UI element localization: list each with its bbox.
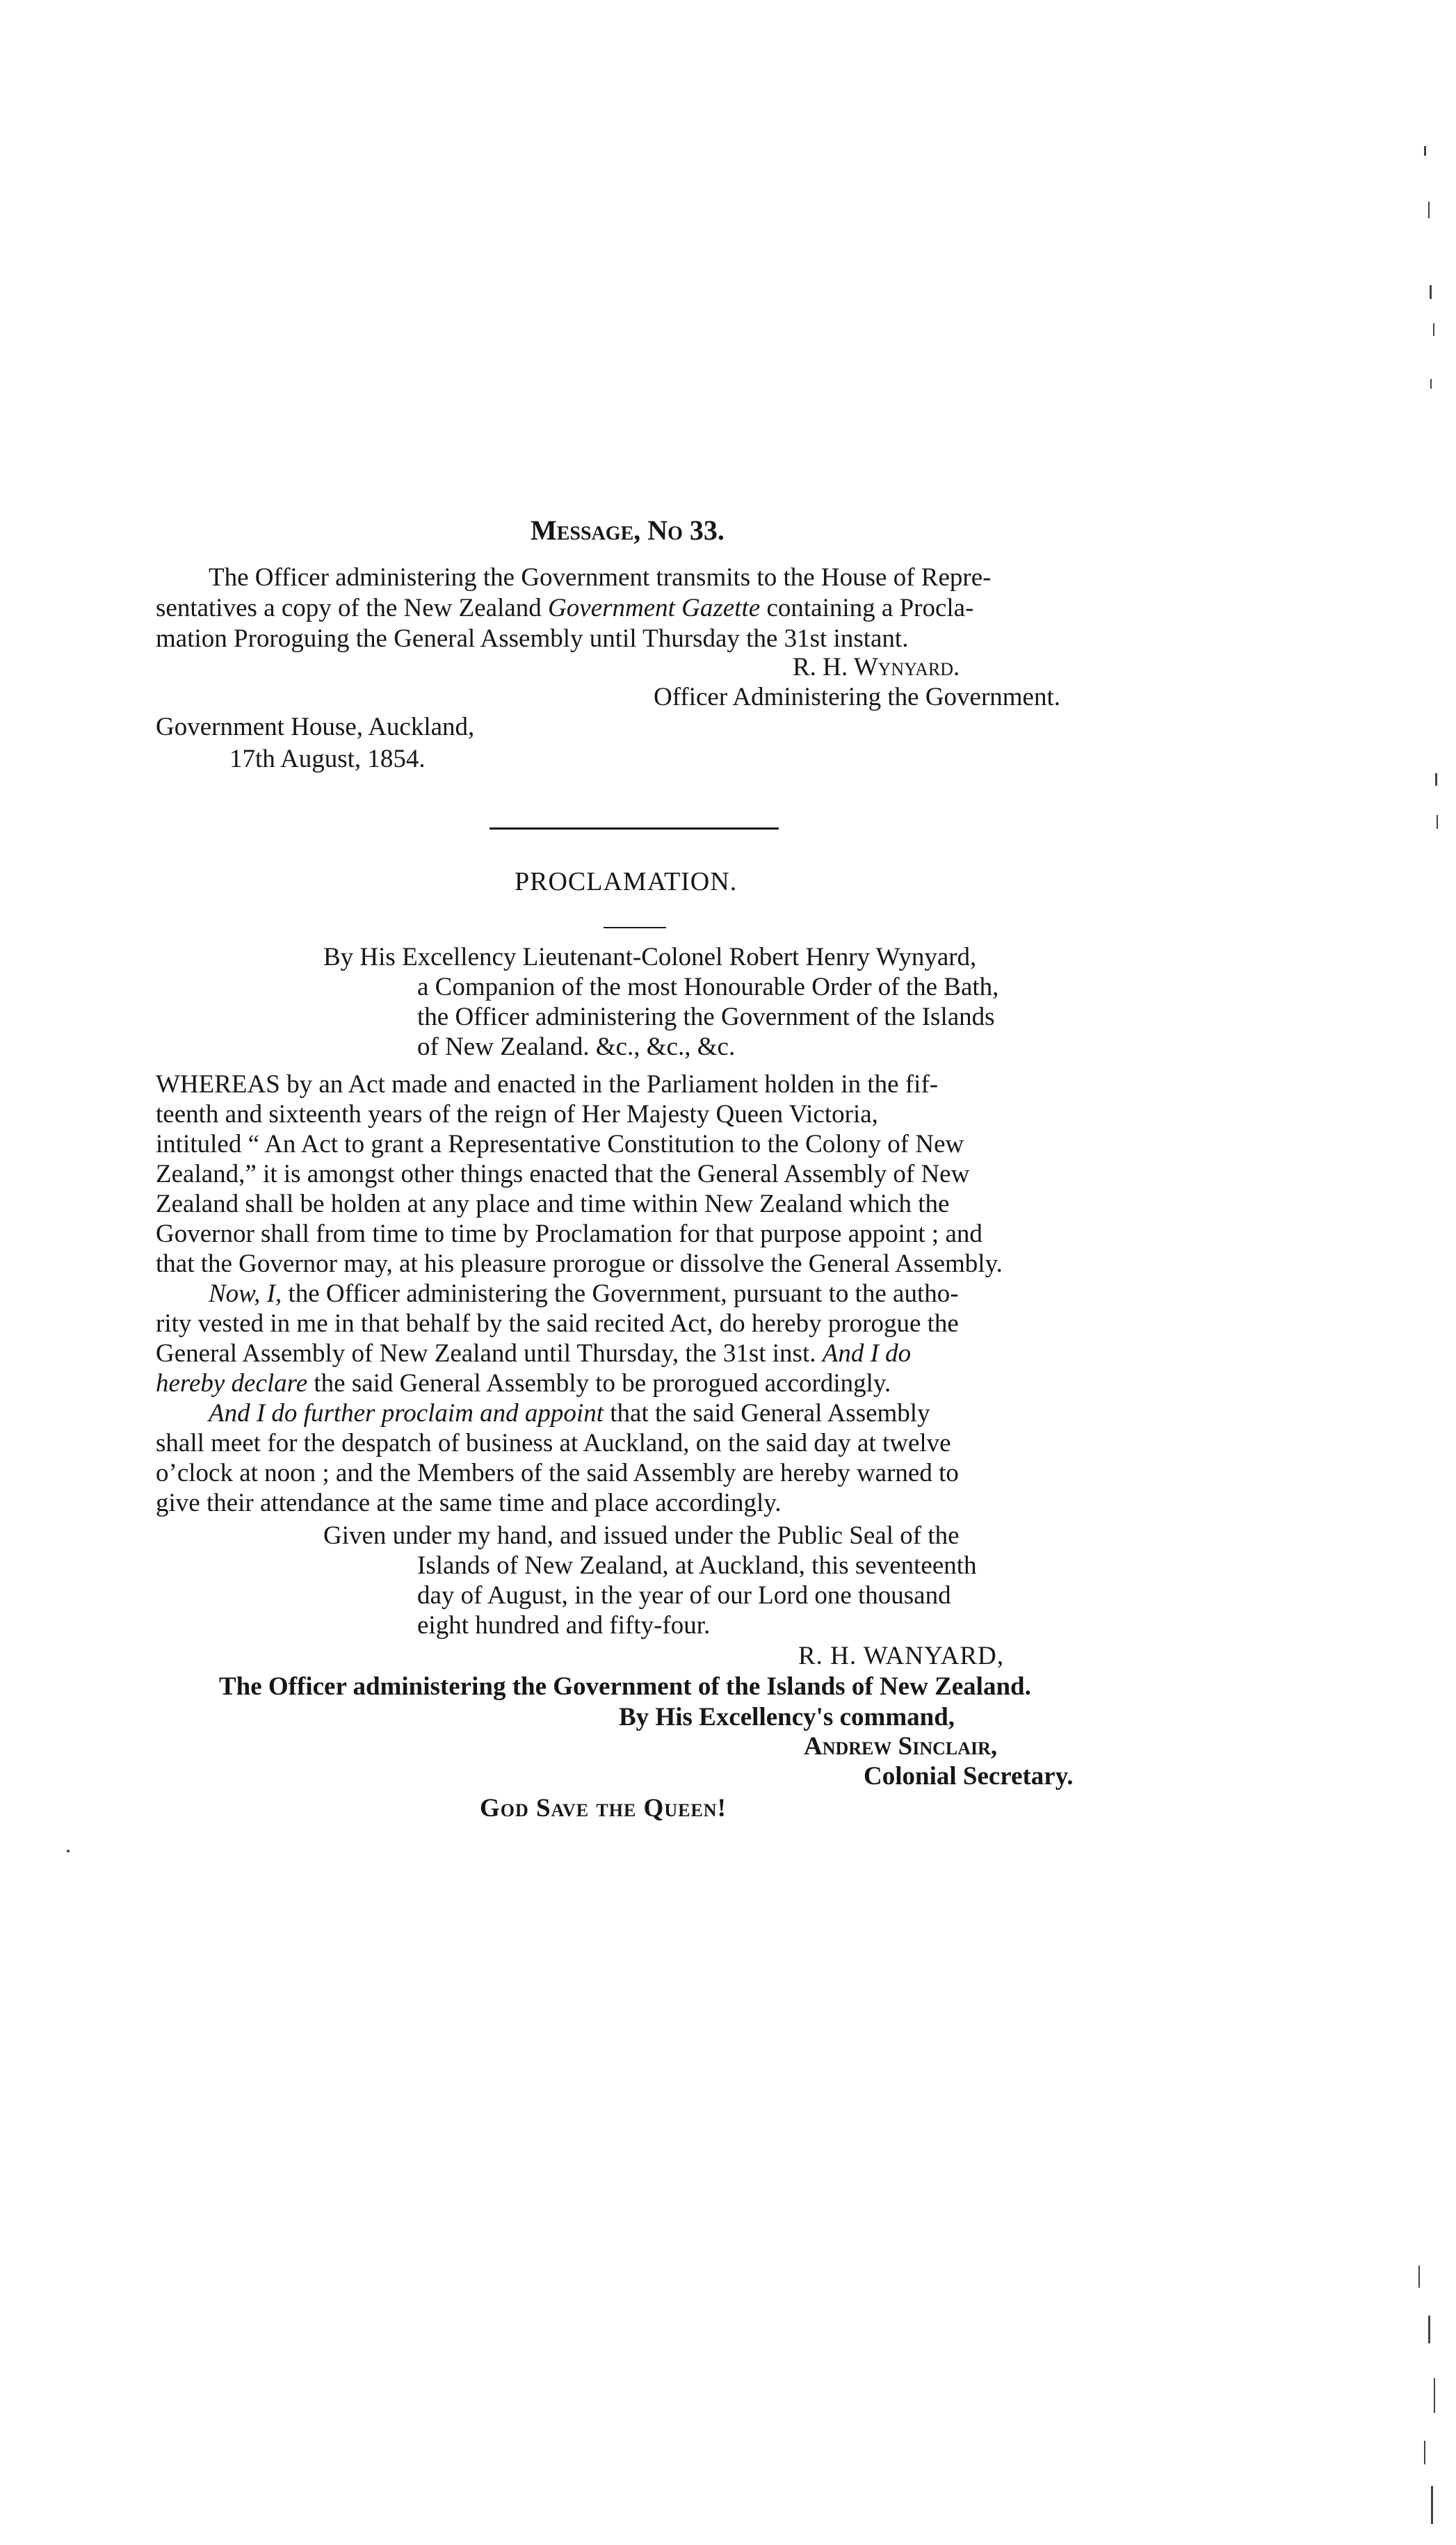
scan-speck [1434, 2378, 1435, 2413]
given-line-1: Given under my hand, and issued under the Public Seal of the [323, 1521, 960, 1550]
body-line-15: give their attendance at the same time and place accordingly. [156, 1489, 782, 1517]
scan-speck [1424, 2441, 1425, 2464]
body-line-13: shall meet for the despatch of business at Auckland, on the said day at twelve [156, 1429, 951, 1457]
message-signer: R. H. Wynyard. [793, 653, 960, 681]
message-signer-title: Officer Administering the Government. [654, 683, 1061, 711]
scan-speck [1431, 2486, 1433, 2524]
message-line-3: mation Proroguing the General Assembly until Thursday the 31st instant. [156, 624, 909, 653]
body-line-3: intituled “ An Act to grant a Representative Constitution to the Colony of New [156, 1130, 964, 1158]
body-line-14: o’clock at noon ; and the Members of the said Assembly are hereby warned to [156, 1459, 959, 1487]
body-line-12: And I do further proclaim and appoint that the said General Assembly [209, 1399, 930, 1428]
scan-speck [1424, 146, 1426, 156]
proclamation-title: PROCLAMATION. [515, 867, 738, 896]
by-line-2: a Companion of the most Honourable Order of the Bath, [417, 973, 999, 1001]
body-line-4: Zealand,” it is amongst other things enacted that the General Assembly of New [156, 1160, 970, 1188]
secretary-title: Colonial Secretary. [864, 1762, 1074, 1791]
by-line-1: By His Excellency Lieutenant-Colonel Robert Henry Wynyard, [323, 943, 977, 971]
scan-speck [67, 1850, 70, 1852]
body-line-1: WHEREAS by an Act made and enacted in the Parliament holden in the fif- [156, 1070, 939, 1099]
scan-speck [1435, 773, 1437, 786]
scan-speck [1437, 815, 1438, 829]
scan-speck [1430, 285, 1432, 299]
title-rule [604, 927, 666, 928]
by-line-3: the Officer administering the Government of the Islands [417, 1003, 995, 1031]
body-line-6: Governor shall from time to time by Proclamation for that purpose appoint ; and [156, 1220, 982, 1248]
given-line-2: Islands of New Zealand, at Auckland, this seventeenth [417, 1551, 977, 1580]
message-place: Government House, Auckland, [156, 713, 475, 741]
body-line-5: Zealand shall be holden at any place and time within New Zealand which the [156, 1190, 950, 1218]
body-line-11: hereby declare the said General Assembly to be prorogued accordingly. [156, 1369, 891, 1398]
scan-speck [1430, 379, 1432, 389]
body-line-8: Now, I, the Officer administering the Government, pursuant to the autho- [209, 1279, 959, 1308]
scan-speck [1433, 323, 1434, 336]
section-divider [490, 827, 779, 830]
secretary-name: Andrew Sinclair, [804, 1732, 998, 1761]
given-line-3: day of August, in the year of our Lord one thousand [417, 1581, 951, 1610]
scan-speck [1428, 2316, 1430, 2343]
scan-speck [1418, 2265, 1420, 2288]
scan-speck [1428, 202, 1430, 218]
body-line-9: rity vested in me in that behalf by the said recited Act, do hereby prorogue the [156, 1309, 959, 1338]
proclamation-signer: R. H. WANYARD, [798, 1642, 1004, 1670]
body-line-7: that the Governor may, at his pleasure prorogue or dissolve the General Assembly. [156, 1250, 1003, 1278]
closing-line: God Save the Queen! [480, 1794, 727, 1823]
given-line-4: eight hundred and fifty-four. [417, 1611, 711, 1640]
command-line: By His Excellency's command, [619, 1703, 955, 1731]
proclamation-signer-title: The Officer administering the Government of the Islands of New Zealand. [219, 1672, 1031, 1701]
by-line-4: of New Zealand. &c., &c., &c. [417, 1033, 736, 1061]
body-line-2: teenth and sixteenth years of the reign of Her Majesty Queen Victoria, [156, 1100, 878, 1129]
message-heading: Message, No 33. [531, 515, 725, 546]
message-line-1: The Officer administering the Government transmits to the House of Repre- [209, 563, 992, 592]
message-date: 17th August, 1854. [229, 745, 426, 773]
body-line-10: General Assembly of New Zealand until Thursday, the 31st inst. And I do [156, 1339, 912, 1368]
message-line-2: sentatives a copy of the New Zealand Government Gazette containing a Procla- [156, 594, 974, 622]
